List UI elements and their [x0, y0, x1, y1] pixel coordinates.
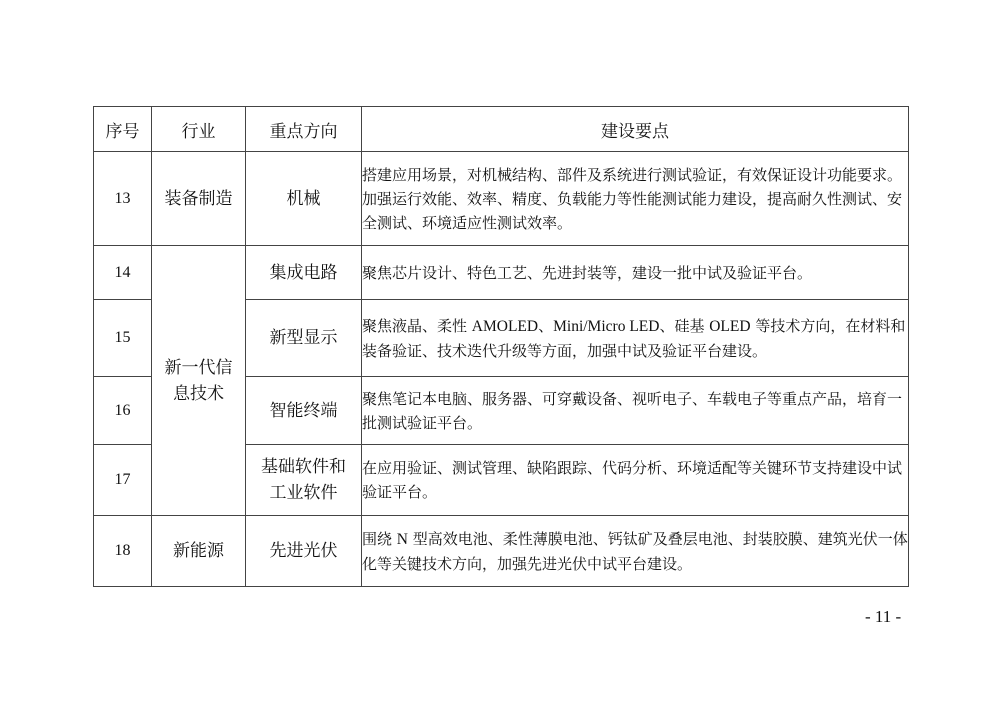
header-direction: 重点方向	[246, 107, 362, 152]
row-industry-merged	[152, 246, 246, 516]
row-number: 13	[94, 152, 152, 246]
row-direction: 先进光伏	[246, 516, 362, 587]
page-number: - 11 -	[865, 607, 902, 626]
industry-platform-table	[93, 106, 909, 587]
row-direction: 智能终端	[246, 377, 362, 445]
row-points: 围绕 N 型高效电池、柔性薄膜电池、钙钛矿及叠层电池、封装胶膜、建筑光伏一体化等关键技术方向，加强先进光伏中试平台建设。	[362, 516, 909, 587]
row-points: 在应用验证、测试管理、缺陷跟踪、代码分析、环境适配等关键环节支持建设中试验证平台。	[362, 445, 909, 516]
table-row	[94, 246, 909, 300]
row-direction: 基础软件和工业软件	[246, 445, 362, 516]
row-points: 搭建应用场景，对机械结构、部件及系统进行测试验证，有效保证设计功能要求。加强运行效能、效率、精度、负载能力等性能测试能力建设，提高耐久性测试、安全测试、环境适应性测试效率。	[362, 152, 909, 246]
row-points: 聚焦液晶、柔性 AMOLED、Mini/Micro LED、硅基 OLED 等技术方向，在材料和装备验证、技术迭代升级等方面，加强中试及验证平台建设。	[362, 300, 909, 377]
row-direction: 新型显示	[246, 300, 362, 377]
row-number: 14	[94, 246, 152, 300]
table-row	[94, 152, 909, 246]
row-number: 16	[94, 377, 152, 445]
row-direction: 集成电路	[246, 246, 362, 300]
row-industry: 新能源	[152, 516, 246, 587]
header-points: 建设要点	[362, 107, 909, 152]
header-row	[94, 107, 909, 152]
row-industry: 装备制造	[152, 152, 246, 246]
row-number: 15	[94, 300, 152, 377]
row-points: 聚焦笔记本电脑、服务器、可穿戴设备、视听电子、车载电子等重点产品，培育一批测试验证平台。	[362, 377, 909, 445]
header-no: 序号	[94, 107, 152, 152]
row-direction: 机械	[246, 152, 362, 246]
row-points: 聚焦芯片设计、特色工艺、先进封装等，建设一批中试及验证平台。	[362, 246, 909, 300]
row-number: 17	[94, 445, 152, 516]
merged-industry-text: 新一代信息技术	[164, 357, 233, 404]
row-number: 18	[94, 516, 152, 587]
table-row	[94, 516, 909, 587]
header-industry: 行业	[152, 107, 246, 152]
